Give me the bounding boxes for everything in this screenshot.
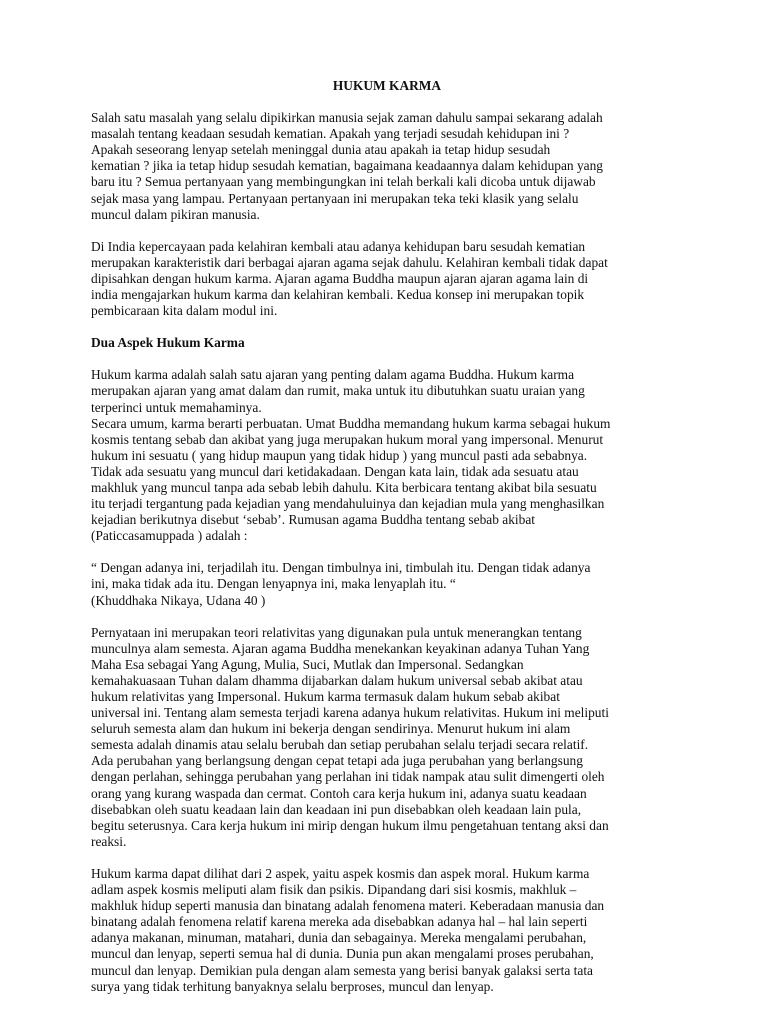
- document-page: [91, 78, 663, 1011]
- text-line: (Khuddhaka Nikaya, Udana 40 ): [91, 592, 266, 608]
- text-line: pembicaraan kita dalam modul ini.: [91, 303, 278, 319]
- text-line: kemahakuasaan Tuhan dalam dhamma dijabarkan dalam hukum universal sebab akibat atau: [91, 672, 583, 688]
- text-line: Hukum karma dapat dilihat dari 2 aspek, yaitu aspek kosmis dan aspek moral. Hukum karma: [91, 865, 590, 881]
- text-line: muncul dan lenyap, seperti semua hal di dunia. Dunia pun akan mengalami proses perubahan,: [91, 946, 594, 962]
- paragraph: [91, 239, 663, 319]
- text-line: makhluk yang muncul tanpa ada sebab lebih dahulu. Kita berbicara tentang akibat bila sesuatu: [91, 479, 597, 495]
- paragraph: [91, 560, 663, 608]
- paragraph: [91, 625, 663, 850]
- text-line: Hukum karma adalah salah satu ajaran yang penting dalam agama Buddha. Hukum karma: [91, 367, 575, 383]
- paragraph: [91, 367, 663, 544]
- text-line: Ada perubahan yang berlangsung dengan cepat tetapi ada juga perubahan yang berlangsung: [91, 753, 583, 769]
- text-line: Apakah seseorang lenyap setelah meninggal dunia atau apakah ia tetap hidup sesudah: [91, 142, 551, 158]
- text-line: sejak masa yang lampau. Pertanyaan pertanyaan ini merupakan teka teki klasik yang selalu: [91, 190, 579, 206]
- text-line: merupakan ajaran yang amat dalam dan rumit, maka untuk itu dibutuhkan suatu uraian yang: [91, 383, 585, 399]
- text-line: disebabkan oleh suatu keadaan lain dan keadaan ini pun disebabkan oleh keadaan lain pula,: [91, 801, 582, 817]
- text-line: dengan perlahan, sehingga perubahan yang perlahan ini tidak nampak atau sulit dimengerti oleh: [91, 769, 605, 785]
- text-line: merupakan karakteristik dari berbagai ajaran agama sejak dahulu. Kelahiran kembali tidak dapat: [91, 254, 608, 270]
- text-line: kejadian berikutnya disebut ‘sebab’. Rumusan agama Buddha tentang sebab akibat: [91, 512, 535, 528]
- text-line: muncul dan lenyap. Demikian pula dengan alam semesta yang berisi banyak galaksi serta tata: [91, 962, 593, 978]
- text-line: Tidak ada sesuatu yang muncul dari ketidakadaan. Dengan kata lain, tidak ada sesuatu atau: [91, 463, 579, 479]
- document-body: [91, 110, 663, 995]
- text-line: muncul dalam pikiran manusia.: [91, 206, 260, 222]
- section-heading: [91, 335, 663, 351]
- text-line: binatang adalah fenomena relatif karena mereka ada disebabkan adanya hal – hal lain seperti: [91, 914, 588, 930]
- text-line: dipisahkan dengan hukum karma. Ajaran agama Buddha maupun ajaran ajaran agama lain di: [91, 270, 589, 286]
- text-line: begitu seterusnya. Cara kerja hukum ini mirip dengan hukum ilmu pengetahuan tentang aksi dan: [91, 817, 609, 833]
- text-line: Salah satu masalah yang selalu dipikirkan manusia sejak zaman dahulu sampai sekarang adalah: [91, 110, 603, 126]
- text-line: Secara umum, karma berarti perbuatan. Umat Buddha memandang hukum karma sebagai hukum: [91, 415, 611, 431]
- paragraph: [91, 866, 663, 995]
- text-line: kematian ? jika ia tetap hidup sesudah kematian, bagaimana keadaannya dalam kehidupan yang: [91, 158, 603, 174]
- text-line: universal ini. Tentang alam semesta terjadi karena adanya hukum relativitas. Hukum ini meliputi: [91, 705, 609, 721]
- paragraph: [91, 110, 663, 223]
- text-line: ini, maka tidak ada itu. Dengan lenyapnya ini, maka lenyaplah itu. “: [91, 576, 456, 592]
- text-line: “ Dengan adanya ini, terjadilah itu. Dengan timbulnya ini, timbulah itu. Dengan tidak adanya: [91, 560, 591, 576]
- text-line: adlam aspek kosmis meliputi alam fisik dan psikis. Dipandang dari sisi kosmis, makhluk –: [91, 882, 577, 898]
- text-line: india mengajarkan hukum karma dan kelahiran kembali. Kedua konsep ini merupakan topik: [91, 287, 585, 303]
- text-line: makhluk hidup seperti manusia dan binatang adalah fenomena materi. Keberadaan manusia dan: [91, 898, 605, 914]
- text-line: orang yang kurang waspada dan cermat. Contoh cara kerja hukum ini, adanya suatu keadaan: [91, 785, 587, 801]
- text-line: hukum ini sesuatu ( yang hidup maupun yang tidak hidup ) yang muncul pasti ada sebabnya.: [91, 447, 588, 463]
- text-line: hukum relativitas yang Impersonal. Hukum karma termasuk dalam hukum sebab akibat: [91, 689, 560, 704]
- text-line: Maha Esa sebagai Yang Agung, Mulia, Suci, Mutlak dan Impersonal. Sedangkan: [91, 656, 524, 672]
- document-title: HUKUM KARMA: [332, 78, 442, 93]
- text-line: (Paticcasamuppada ) adalah :: [91, 528, 248, 544]
- text-line: baru itu ? Semua pertanyaan yang membingungkan ini telah berkali kali dicoba untuk dijawab: [91, 174, 596, 190]
- text-line: munculnya alam semesta. Ajaran agama Buddha menekankan keyakinan adanya Tuhan Yang: [91, 640, 590, 656]
- text-line: Di India kepercayaan pada kelahiran kembali atau adanya kehidupan baru sesudah kematian: [91, 238, 586, 254]
- text-line: semesta adalah dinamis atau selalu berubah dan setiap perubahan selalu terjadi secara relatif.: [91, 737, 589, 753]
- text-line: adanya makanan, minuman, matahari, dunia dan sebagainya. Mereka mengalami perubahan,: [91, 930, 587, 946]
- text-line: Pernyataan ini merupakan teori relativitas yang digunakan pula untuk menerangkan tentang: [91, 624, 582, 640]
- text-line: reaksi.: [91, 833, 127, 849]
- text-line: kosmis tentang sebab dan akibat yang juga merupakan hukum moral yang impersonal. Menurut: [91, 431, 604, 447]
- text-line: seluruh semesta alam dan hukum ini bekerja dengan sendirinya. Menurut hukum ini alam: [91, 721, 571, 737]
- text-line: itu terjadi tergantung pada kejadian yang mendahuluinya dan kejadian mula yang menghasilkan: [91, 496, 605, 512]
- text-line: terperinci untuk memahaminya.: [91, 399, 262, 415]
- text-line: masalah tentang keadaan sesudah kematian. Apakah yang terjadi sesudah kehidupan ini ?: [91, 126, 570, 142]
- text-line: Dua Aspek Hukum Karma: [91, 335, 245, 351]
- text-line: surya yang tidak terhitung banyaknya selalu berproses, muncul dan lenyap.: [91, 978, 494, 994]
